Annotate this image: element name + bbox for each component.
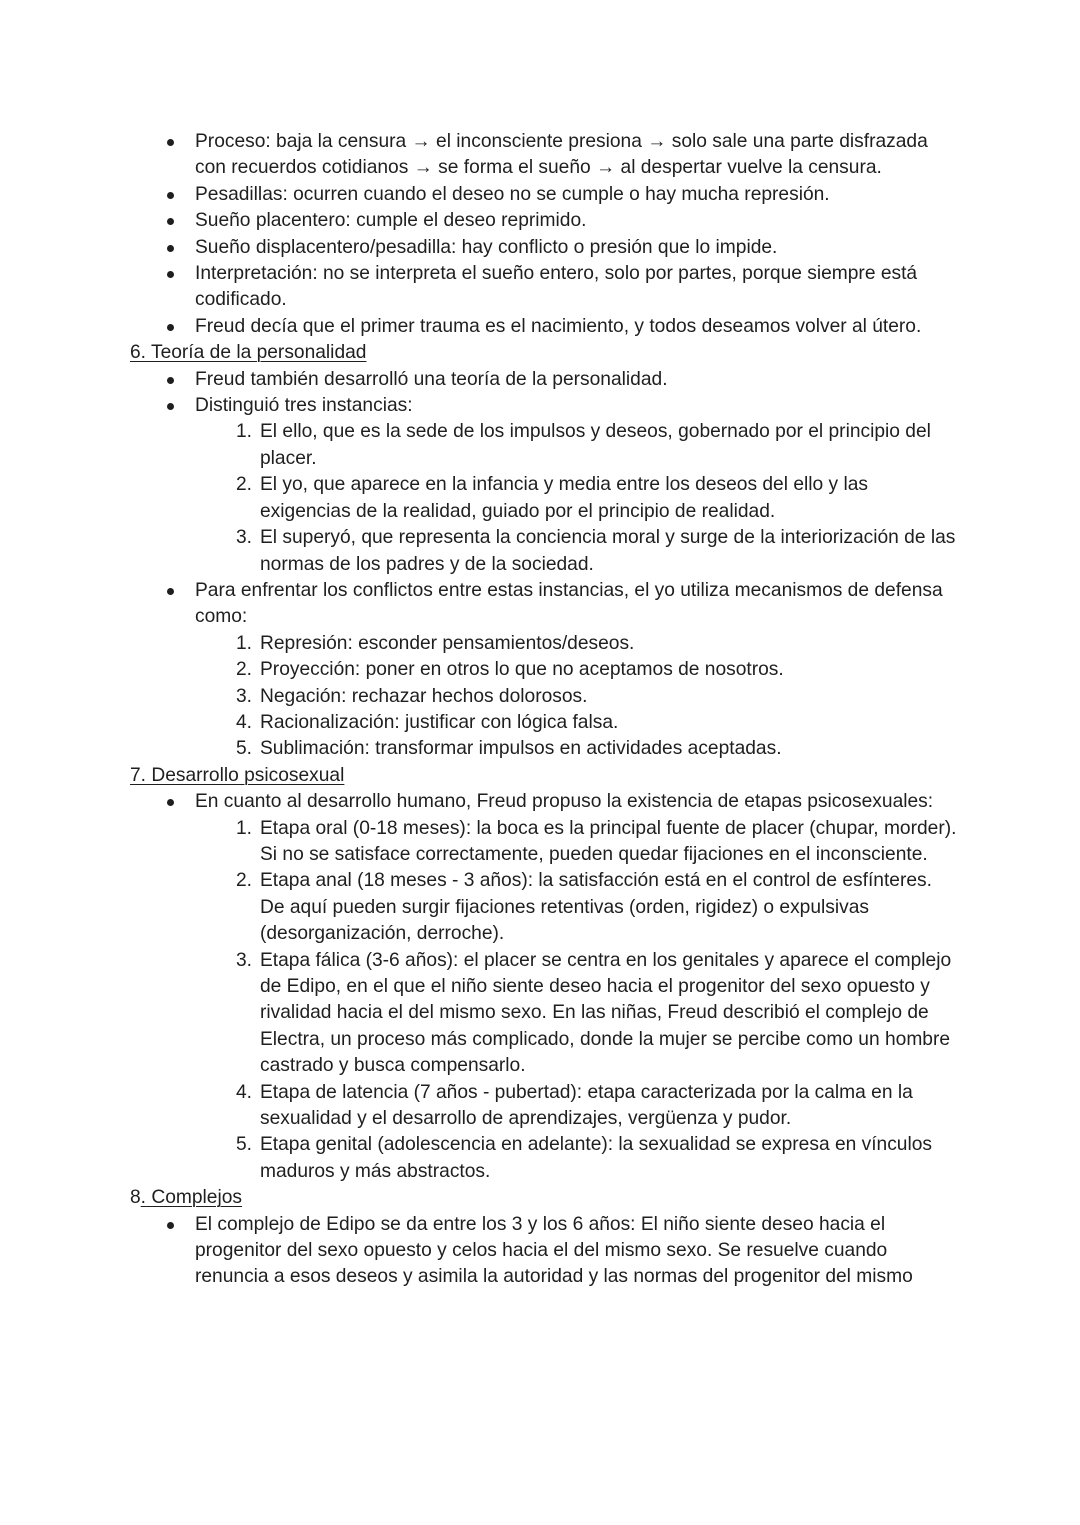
numbered-item (195, 419, 960, 472)
item-number: 2. (235, 659, 252, 681)
section-heading-complejos (130, 1185, 960, 1211)
instancias-list (195, 419, 960, 577)
item-text: Etapa de latencia (7 años - pubertad): etapa caracterizada por la calma en la sexualidad y el desarrollo de aprendizajes, vergüenza y pudor. (260, 1081, 913, 1130)
section-heading-psicosexual (130, 763, 960, 789)
bullet-item: Freud decía que el primer trauma es el nacimiento, y todos deseamos volver al útero. (130, 314, 960, 340)
item-number: 5. (235, 738, 252, 760)
item-text: El yo, que aparece en la infancia y media entre los deseos del ello y las exigencias de la realidad, guiado por el principio de realidad. (260, 474, 868, 522)
item-text: Etapa genital (adolescencia en adelante): la sexualidad se expresa en vínculos maduros y más abstractos. (260, 1134, 933, 1182)
bullet-item (130, 393, 960, 578)
numbered-item (195, 816, 960, 869)
numbered-item (195, 1080, 960, 1133)
item-number: 1. (235, 421, 252, 443)
item-number: 3. (235, 685, 252, 707)
item-number: 2. (235, 474, 252, 496)
numbered-item (195, 525, 960, 578)
item-number: 2. (235, 870, 252, 892)
section-heading-text: 6. Teoría de la personalidad (130, 342, 367, 364)
item-number: 4. (235, 1081, 252, 1103)
bullet-text: En cuanto al desarrollo humano, Freud propuso la existencia de etapas psicosexuales: (195, 791, 934, 813)
bullet-text: Para enfrentar los conflictos entre estas instancias, el yo utiliza mecanismos de defensa como: (195, 579, 943, 628)
numbered-item (195, 948, 960, 1080)
mecanismos-list (195, 631, 960, 763)
bullet-item (130, 789, 960, 1185)
item-number: 1. (235, 632, 252, 654)
item-number: 3. (235, 527, 252, 549)
bullet-item: El complejo de Edipo se da entre los 3 y los 6 años: El niño siente deseo hacia el progenitor del sexo opuesto y celos hacia el del mismo sexo. Se resuelve cuando renuncia a esos deseos y asimila la autoridad y las normas del progenitor del mismo (130, 1212, 960, 1291)
bullet-item: Interpretación: no se interpreta el sueño entero, solo por partes, porque siempre está codificado. (130, 261, 960, 314)
numbered-item (195, 736, 960, 762)
item-text: El ello, que es la sede de los impulsos y deseos, gobernado por el principio del placer. (260, 421, 931, 469)
numbered-item (195, 710, 960, 736)
item-text: El superyó, que representa la conciencia moral y surge de la interiorización de las normas de los padres y de la sociedad. (260, 527, 956, 575)
item-text: Sublimación: transformar impulsos en actividades aceptadas. (260, 738, 782, 760)
document-content (130, 129, 960, 1291)
section-heading-personalidad (130, 340, 960, 366)
item-number: 4. (235, 711, 252, 733)
numbered-item (195, 472, 960, 525)
bullet-item (130, 578, 960, 763)
item-text: Etapa fálica (3-6 años): el placer se centra en los genitales y aparece el complejo de Edipo, en el que el niño siente deseo hacia el progenitor del sexo opuesto y rivalidad hacia el del mismo sexo. En las niñas, Freud describió el complejo de Electra, un proceso más complicado, donde la mujer se percibe como un hombre castrado y busca compensarlo. (260, 949, 952, 1077)
section-heading-text: 7. Desarrollo psicosexual (130, 764, 345, 786)
bullet-item: Sueño placentero: cumple el deseo reprimido. (130, 208, 960, 234)
bullet-item: Proceso: baja la censura → el inconsciente presiona → solo sale una parte disfrazada con recuerdos cotidianos → se forma el sueño → al despertar vuelve la censura. (130, 129, 960, 182)
complejos-bullet-list (130, 1212, 960, 1291)
bullet-item: Sueño displacentero/pesadilla: hay conflicto o presión que lo impide. (130, 235, 960, 261)
item-text: Negación: rechazar hechos dolorosos. (260, 685, 588, 707)
item-number: 3. (235, 949, 252, 971)
numbered-item (195, 868, 960, 947)
item-number: 1. (235, 817, 252, 839)
section-heading-number: 8 (130, 1187, 141, 1209)
bullet-item: Freud también desarrolló una teoría de la personalidad. (130, 367, 960, 393)
item-number: 5. (235, 1134, 252, 1156)
bullet-text: Distinguió tres instancias: (195, 395, 413, 417)
etapas-list (195, 816, 960, 1186)
numbered-item (195, 1132, 960, 1185)
numbered-item (195, 631, 960, 657)
item-text: Etapa oral (0-18 meses): la boca es la principal fuente de placer (chupar, morder). Si no se satisface correctamente, pueden quedar fijaciones en el inconsciente. (260, 817, 957, 865)
numbered-item (195, 657, 960, 683)
bullet-item: Pesadillas: ocurren cuando el deseo no se cumple o hay mucha represión. (130, 182, 960, 208)
intro-bullet-list (130, 129, 960, 340)
section-heading-text: . Complejos (140, 1187, 242, 1209)
item-text: Etapa anal (18 meses - 3 años): la satisfacción está en el control de esfínteres. De aquí pueden surgir fijaciones retentivas (orden, rigidez) o expulsivas (desorganización, derroche). (260, 870, 932, 945)
item-text: Proyección: poner en otros lo que no aceptamos de nosotros. (260, 659, 784, 681)
item-text: Racionalización: justificar con lógica falsa. (260, 711, 619, 733)
psicosexual-bullet-list (130, 789, 960, 1185)
item-text: Represión: esconder pensamientos/deseos. (260, 632, 635, 654)
personalidad-bullet-list (130, 367, 960, 763)
numbered-item (195, 684, 960, 710)
